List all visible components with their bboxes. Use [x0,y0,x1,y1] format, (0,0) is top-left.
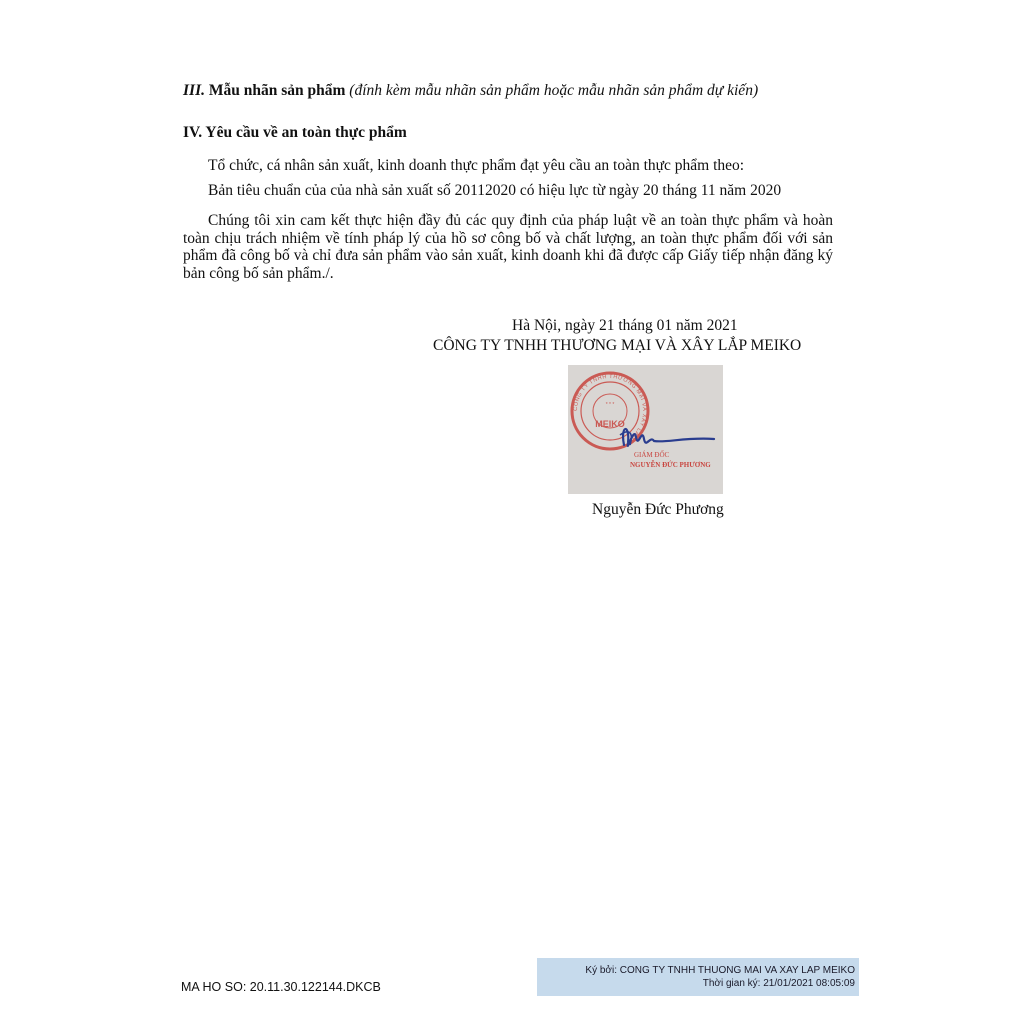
company-seal-icon [568,365,723,494]
section-iii-heading [183,82,758,100]
stamp-ring-text: CÔNG TY TNHH THƯƠNG MẠI VÀ XÂY LẮP [572,373,648,440]
company-name: CÔNG TY TNHH THƯƠNG MẠI VÀ XÂY LẮP MEIKO [433,337,802,354]
section-iii-title: Mẫu nhãn sản phẩm [208,82,346,99]
stamp-title-text: GIÁM ĐỐC [634,451,670,459]
signed-time-text: Thời gian ký: 21/01/2021 08:05:09 [702,978,855,989]
section-iv-heading: IV. Yêu cầu về an toàn thực phẩm [183,124,407,141]
section-iii-note: (đính kèm mẫu nhãn sản phẩm hoặc mẫu nhãn sản phẩm dự kiến) [349,82,759,99]
place-date: Hà Nội, ngày 21 tháng 01 năm 2021 [512,317,738,334]
signer-name: Nguyễn Đức Phương [592,501,724,518]
signed-by-text: Ký bởi: CONG TY TNHH THUONG MAI VA XAY LAP MEIKO [585,965,855,976]
commitment-paragraph: Chúng tôi xin cam kết thực hiện đầy đủ các quy định của pháp luật về an toàn thực phẩm và hoàn toàn chịu trách nhiệm về tính pháp lý của hồ sơ công bố và chất lượng, an toàn thực phẩm đối với sản phẩm đã công bố và chỉ đưa sản phẩm vào sản xuất, kinh doanh khi đã được cấp Giấy tiếp nhận đăng ký bản công bố sản phẩm./. [183,212,833,282]
digital-signature-box [537,958,859,996]
section-iv-line-1: Tổ chức, cá nhân sản xuất, kinh doanh thực phẩm đạt yêu cầu an toàn thực phẩm theo: [208,157,745,174]
document-code: MA HO SO: 20.11.30.122144.DKCB [181,980,381,994]
stamp-signature-image [568,365,723,494]
svg-text:* * *: * * * [605,402,615,408]
stamp-inner-text: MEIKO [595,419,625,429]
section-iii-number: III. [183,82,205,99]
stamp-name-text: NGUYỄN ĐỨC PHƯƠNG [630,461,711,469]
section-iv-line-2: Bản tiêu chuẩn của của nhà sản xuất số 20112020 có hiệu lực từ ngày 20 tháng 11 năm 2020 [208,182,782,199]
